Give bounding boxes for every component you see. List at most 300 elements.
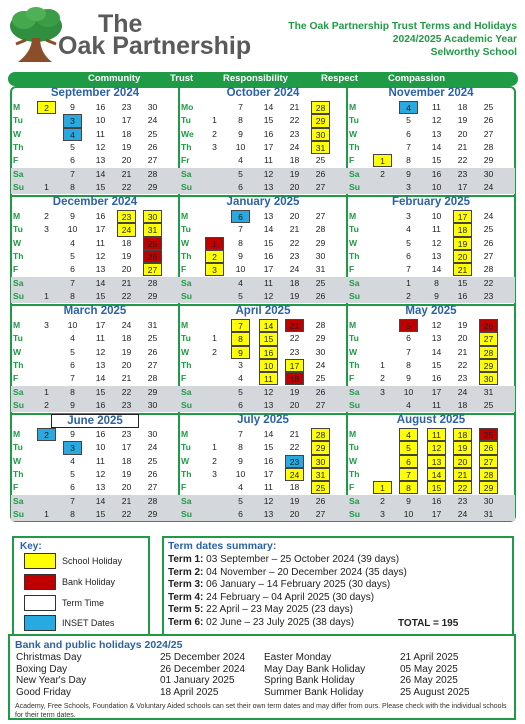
date-cell: 24 bbox=[121, 320, 132, 330]
term-dates: 03 September – 25 October 2024 (39 days) bbox=[203, 554, 400, 565]
day-label: Sa bbox=[349, 386, 360, 397]
date-cell: 29 bbox=[147, 508, 158, 519]
week-day-row bbox=[347, 277, 515, 290]
date-cell: 7 bbox=[70, 495, 75, 506]
date-cell: 28 bbox=[315, 320, 326, 330]
date-cell: 16 bbox=[263, 250, 274, 261]
date-cell: 13 bbox=[95, 155, 106, 166]
week-day-row bbox=[11, 481, 179, 494]
month-block bbox=[179, 87, 347, 196]
day-label: F bbox=[13, 155, 19, 166]
week-day-row bbox=[347, 481, 515, 494]
date-cell: 24 bbox=[117, 223, 136, 236]
date-cell: 21 bbox=[285, 319, 304, 332]
day-label: Th bbox=[13, 359, 24, 370]
date-cell: 17 bbox=[263, 141, 274, 152]
date-cell: 22 bbox=[121, 290, 132, 301]
date-cell: 30 bbox=[315, 346, 326, 357]
date-cell: 3 bbox=[380, 386, 385, 397]
date-cell: 27 bbox=[143, 263, 162, 276]
day-label: Mo bbox=[181, 102, 194, 112]
date-cell: 14 bbox=[95, 277, 106, 288]
date-cell: 28 bbox=[311, 101, 330, 114]
date-cell: 14 bbox=[95, 168, 106, 179]
date-cell: 16 bbox=[95, 102, 106, 112]
week-day-row bbox=[179, 290, 347, 303]
week-day-row bbox=[179, 168, 347, 181]
date-cell: 23 bbox=[285, 455, 304, 468]
date-cell: 2 bbox=[380, 495, 385, 506]
day-label: M bbox=[181, 320, 189, 330]
date-cell: 19 bbox=[121, 250, 132, 261]
week-day-row bbox=[179, 372, 347, 385]
date-cell: 22 bbox=[289, 333, 300, 344]
day-label: Su bbox=[13, 290, 24, 301]
key-title: Key: bbox=[20, 541, 42, 552]
date-cell: 12 bbox=[431, 115, 442, 126]
day-label: F bbox=[349, 155, 355, 166]
date-cell: 23 bbox=[117, 210, 136, 223]
month-title: March 2025 bbox=[63, 305, 127, 317]
week-day-row bbox=[179, 428, 347, 441]
day-label: M bbox=[349, 429, 357, 439]
day-label: Sa bbox=[181, 386, 192, 397]
month-title: January 2025 bbox=[226, 196, 300, 208]
date-cell: 30 bbox=[147, 102, 158, 112]
date-cell: 4 bbox=[238, 373, 243, 384]
week-day-row bbox=[347, 346, 515, 359]
week-day-row bbox=[179, 346, 347, 359]
week-day-row bbox=[179, 101, 347, 114]
day-label: Tu bbox=[181, 333, 191, 344]
day-label: Su bbox=[181, 181, 192, 192]
date-cell: 13 bbox=[263, 181, 274, 192]
date-cell: 3 bbox=[63, 441, 82, 454]
month-block bbox=[347, 414, 515, 523]
day-label: W bbox=[349, 455, 358, 466]
date-cell: 9 bbox=[231, 346, 250, 359]
date-cell: 3 bbox=[212, 468, 217, 479]
day-label: M bbox=[349, 320, 357, 330]
day-label: Th bbox=[181, 141, 192, 152]
date-cell: 7 bbox=[238, 429, 243, 439]
day-label: F bbox=[13, 264, 19, 275]
date-cell: 23 bbox=[457, 373, 468, 384]
term-dates: 22 April – 23 May 2025 (23 days) bbox=[203, 604, 353, 615]
week-day-row bbox=[179, 237, 347, 250]
day-label: Sa bbox=[13, 495, 24, 506]
date-cell: 2 bbox=[212, 128, 217, 139]
key-label-school-holiday: School Holiday bbox=[62, 556, 123, 566]
header-line-3: Selworthy School bbox=[430, 47, 517, 58]
date-cell: 28 bbox=[479, 346, 498, 359]
month-block bbox=[179, 414, 347, 523]
bank-holiday-name: Spring Bank Holiday bbox=[264, 675, 355, 686]
week-day-row bbox=[347, 468, 515, 481]
date-cell: 23 bbox=[289, 128, 300, 139]
week-day-row bbox=[347, 223, 515, 236]
date-cell: 11 bbox=[259, 372, 278, 385]
date-cell: 3 bbox=[205, 263, 224, 276]
date-cell: 6 bbox=[70, 359, 75, 370]
date-cell: 11 bbox=[432, 399, 441, 410]
day-label: M bbox=[181, 211, 189, 221]
date-cell: 31 bbox=[311, 141, 330, 154]
date-cell: 25 bbox=[479, 428, 498, 441]
date-cell: 12 bbox=[95, 346, 106, 357]
date-cell: 31 bbox=[311, 468, 330, 481]
date-cell: 19 bbox=[121, 468, 132, 479]
date-cell: 4 bbox=[70, 237, 75, 248]
day-label: Tu bbox=[181, 442, 191, 453]
term-name: Term 6: bbox=[168, 616, 204, 628]
bank-holiday-date: 26 December 2024 bbox=[160, 663, 246, 675]
date-cell: 30 bbox=[311, 128, 330, 141]
date-cell: 15 bbox=[427, 481, 446, 494]
date-cell: 25 bbox=[147, 128, 158, 139]
week-day-row bbox=[179, 386, 347, 399]
date-cell: 13 bbox=[431, 250, 442, 261]
day-label: Tu bbox=[13, 224, 23, 235]
date-cell: 5 bbox=[70, 250, 75, 261]
date-cell: 4 bbox=[238, 155, 243, 166]
month-title: May 2025 bbox=[405, 305, 457, 317]
week-day-row bbox=[179, 181, 347, 194]
date-cell: 1 bbox=[44, 290, 49, 301]
date-cell: 22 bbox=[121, 508, 132, 519]
date-cell: 3 bbox=[212, 141, 217, 152]
date-cell: 14 bbox=[263, 102, 274, 112]
date-cell: 14 bbox=[95, 495, 106, 506]
date-cell: 10 bbox=[403, 386, 414, 397]
date-cell: 18 bbox=[121, 128, 132, 139]
day-label: Sa bbox=[349, 277, 360, 288]
date-cell: 8 bbox=[231, 332, 250, 345]
date-cell: 9 bbox=[70, 211, 75, 221]
date-cell: 24 bbox=[457, 508, 468, 519]
date-cell: 26 bbox=[143, 250, 162, 263]
day-label: Th bbox=[349, 468, 360, 479]
date-cell: 15 bbox=[95, 290, 106, 301]
day-label: Tu bbox=[13, 115, 23, 126]
date-cell: 2 bbox=[37, 101, 56, 114]
week-day-row bbox=[11, 290, 179, 303]
day-label: Th bbox=[13, 250, 24, 261]
date-cell: 12 bbox=[95, 141, 106, 152]
month-block bbox=[179, 196, 347, 305]
tree-icon bbox=[10, 7, 62, 62]
date-cell: 8 bbox=[406, 155, 411, 166]
date-cell: 14 bbox=[263, 224, 274, 235]
week-day-row bbox=[347, 455, 515, 468]
month-title: June 2025 bbox=[51, 414, 139, 428]
day-label: Th bbox=[181, 250, 192, 261]
footnote: Academy, Free Schools, Foundation & Voluntary Aided schools can set their own term dates and may differ from ours. Please check with the individual schools for their term dates. bbox=[15, 703, 507, 719]
week-day-row bbox=[347, 210, 515, 223]
date-cell: 7 bbox=[406, 346, 411, 357]
date-cell: 28 bbox=[147, 168, 158, 179]
day-label: Th bbox=[349, 250, 360, 261]
date-cell: 22 bbox=[457, 359, 468, 370]
day-label: Su bbox=[349, 290, 360, 301]
swatch-inset bbox=[24, 615, 56, 631]
day-label: F bbox=[13, 373, 19, 384]
date-cell: 5 bbox=[238, 290, 243, 301]
date-cell: 27 bbox=[315, 181, 326, 192]
week-day-row bbox=[11, 128, 179, 141]
header-titles bbox=[288, 20, 517, 59]
date-cell: 18 bbox=[457, 102, 468, 112]
week-day-row bbox=[11, 154, 179, 167]
day-label: W bbox=[13, 346, 22, 357]
term-summary-panel bbox=[162, 536, 514, 636]
date-cell: 7 bbox=[406, 141, 411, 152]
date-cell: 24 bbox=[315, 359, 326, 370]
date-cell: 5 bbox=[406, 115, 411, 126]
date-cell: 22 bbox=[121, 181, 132, 192]
date-cell: 1 bbox=[212, 333, 217, 344]
date-cell: 5 bbox=[70, 468, 75, 479]
date-cell: 24 bbox=[289, 264, 300, 275]
day-label: M bbox=[13, 320, 21, 330]
date-cell: 16 bbox=[95, 429, 106, 439]
week-day-row bbox=[347, 441, 515, 454]
date-cell: 29 bbox=[315, 237, 326, 248]
date-cell: 9 bbox=[70, 399, 75, 410]
date-cell: 24 bbox=[483, 211, 494, 221]
week-day-row bbox=[11, 455, 179, 468]
date-cell: 28 bbox=[483, 264, 494, 275]
date-cell: 18 bbox=[289, 155, 300, 166]
date-cell: 22 bbox=[121, 386, 132, 397]
value-responsibility: Responsibility bbox=[223, 73, 288, 84]
date-cell: 21 bbox=[289, 429, 300, 439]
date-cell: 17 bbox=[453, 210, 472, 223]
date-cell: 23 bbox=[121, 429, 132, 439]
date-cell: 6 bbox=[70, 155, 75, 166]
date-cell: 16 bbox=[259, 346, 278, 359]
date-cell: 9 bbox=[434, 290, 439, 301]
header-line-1: The Oak Partnership Trust Terms and Holidays bbox=[288, 21, 517, 32]
date-cell: 2 bbox=[406, 290, 411, 301]
month-block bbox=[347, 305, 515, 414]
date-cell: 31 bbox=[483, 386, 494, 397]
date-cell: 13 bbox=[95, 264, 106, 275]
day-label: Sa bbox=[13, 277, 24, 288]
day-label: Tu bbox=[349, 115, 359, 126]
week-day-row bbox=[11, 359, 179, 372]
date-cell: 3 bbox=[380, 508, 385, 519]
month-block bbox=[347, 87, 515, 196]
date-cell: 9 bbox=[406, 168, 411, 179]
month-block bbox=[347, 196, 515, 305]
date-cell: 6 bbox=[406, 250, 411, 261]
bank-holiday-date: 25 December 2024 bbox=[160, 652, 246, 663]
date-cell: 15 bbox=[263, 442, 274, 453]
date-cell: 29 bbox=[311, 441, 330, 454]
week-day-row bbox=[347, 101, 515, 114]
week-day-row bbox=[11, 386, 179, 399]
date-cell: 8 bbox=[70, 508, 75, 519]
date-cell: 8 bbox=[70, 386, 75, 397]
date-cell: 20 bbox=[289, 399, 300, 410]
month-title: December 2024 bbox=[52, 196, 138, 208]
day-label: W bbox=[349, 128, 358, 139]
date-cell: 5 bbox=[406, 237, 411, 248]
date-cell: 5 bbox=[238, 168, 243, 179]
day-label: M bbox=[13, 102, 21, 112]
date-cell: 4 bbox=[399, 101, 418, 114]
day-label: Su bbox=[13, 399, 24, 410]
date-cell: 9 bbox=[238, 250, 243, 261]
date-cell: 10 bbox=[67, 320, 78, 330]
week-day-row bbox=[11, 277, 179, 290]
month-block bbox=[11, 196, 179, 305]
date-cell: 2 bbox=[37, 428, 56, 441]
date-cell: 25 bbox=[483, 102, 494, 112]
date-cell: 2 bbox=[44, 399, 49, 410]
term-row bbox=[168, 579, 390, 590]
date-cell: 29 bbox=[479, 481, 498, 494]
date-cell: 6 bbox=[70, 482, 75, 493]
date-cell: 3 bbox=[44, 224, 49, 235]
day-label: Sa bbox=[181, 168, 192, 179]
date-cell: 8 bbox=[434, 277, 439, 288]
date-cell: 4 bbox=[238, 277, 243, 288]
week-day-row bbox=[347, 399, 515, 412]
calendar-grid bbox=[10, 86, 516, 522]
date-cell: 13 bbox=[263, 508, 274, 519]
date-cell: 17 bbox=[121, 442, 132, 453]
day-label: Tu bbox=[13, 333, 23, 344]
date-cell: 20 bbox=[121, 359, 132, 370]
date-cell: 8 bbox=[238, 115, 243, 126]
date-cell: 23 bbox=[121, 399, 132, 410]
week-day-row bbox=[11, 250, 179, 263]
date-cell: 26 bbox=[483, 115, 494, 126]
date-cell: 6 bbox=[238, 399, 243, 410]
value-community: Community bbox=[88, 73, 141, 84]
date-cell: 10 bbox=[235, 141, 246, 152]
date-cell: 13 bbox=[263, 211, 274, 221]
date-cell: 30 bbox=[143, 210, 162, 223]
day-label: Tu bbox=[349, 442, 359, 453]
day-label: W bbox=[181, 346, 190, 357]
month-title: November 2024 bbox=[388, 87, 474, 99]
date-cell: 20 bbox=[453, 455, 472, 468]
date-cell: 19 bbox=[457, 320, 468, 330]
date-cell: 3 bbox=[406, 211, 411, 221]
date-cell: 20 bbox=[289, 508, 300, 519]
bank-holiday-name: New Year's Day bbox=[16, 675, 87, 686]
value-respect: Respect bbox=[321, 73, 358, 84]
week-day-row bbox=[347, 319, 515, 332]
date-cell: 12 bbox=[263, 290, 274, 301]
day-label: Th bbox=[13, 468, 24, 479]
date-cell: 8 bbox=[406, 359, 411, 370]
date-cell: 10 bbox=[259, 359, 278, 372]
date-cell: 24 bbox=[147, 442, 158, 453]
week-day-row bbox=[11, 168, 179, 181]
date-cell: 9 bbox=[238, 128, 243, 139]
bank-title: Bank and public holidays 2024/25 bbox=[15, 639, 183, 651]
date-cell: 23 bbox=[483, 290, 494, 301]
date-cell: 7 bbox=[238, 102, 243, 112]
date-cell: 1 bbox=[205, 237, 224, 250]
date-cell: 8 bbox=[238, 237, 243, 248]
date-cell: 21 bbox=[289, 102, 300, 112]
week-day-row bbox=[179, 250, 347, 263]
day-label: Tu bbox=[181, 224, 191, 235]
term-dates: 24 February – 04 April 2025 (30 days) bbox=[203, 591, 375, 603]
date-cell: 25 bbox=[483, 399, 494, 410]
date-cell: 10 bbox=[235, 264, 246, 275]
date-cell: 21 bbox=[121, 495, 132, 506]
day-label: Th bbox=[181, 468, 192, 479]
week-day-row bbox=[347, 250, 515, 263]
date-cell: 17 bbox=[431, 386, 442, 397]
date-cell: 12 bbox=[431, 320, 442, 330]
bank-holiday-name: Good Friday bbox=[16, 686, 72, 698]
date-cell: 11 bbox=[96, 333, 105, 344]
date-cell: 8 bbox=[399, 481, 418, 494]
date-cell: 4 bbox=[238, 482, 243, 493]
brand-the: The bbox=[98, 10, 143, 38]
date-cell: 10 bbox=[67, 224, 78, 235]
date-cell: 27 bbox=[479, 332, 498, 345]
key-label-bank-holiday: Bank Holiday bbox=[62, 577, 116, 587]
date-cell: 28 bbox=[311, 428, 330, 441]
date-cell: 24 bbox=[483, 181, 494, 192]
week-day-row bbox=[179, 141, 347, 154]
date-cell: 7 bbox=[238, 224, 243, 235]
date-cell: 27 bbox=[315, 211, 326, 221]
date-cell: 30 bbox=[147, 429, 158, 439]
date-cell: 22 bbox=[483, 277, 494, 288]
date-cell: 14 bbox=[263, 429, 274, 439]
date-cell: 5 bbox=[238, 386, 243, 397]
date-cell: 6 bbox=[399, 455, 418, 468]
day-label: M bbox=[13, 211, 21, 221]
date-cell: 1 bbox=[44, 508, 49, 519]
date-cell: 26 bbox=[479, 441, 498, 454]
term-name: Term 3: bbox=[168, 579, 204, 590]
date-cell: 8 bbox=[238, 442, 243, 453]
date-cell: 7 bbox=[399, 468, 418, 481]
date-cell: 23 bbox=[457, 495, 468, 506]
week-day-row bbox=[179, 114, 347, 127]
date-cell: 1 bbox=[212, 442, 217, 453]
term-dates: 06 January – 14 February 2025 (30 days) bbox=[203, 579, 391, 590]
date-cell: 19 bbox=[453, 237, 472, 250]
date-cell: 4 bbox=[63, 128, 82, 141]
date-cell: 27 bbox=[479, 455, 498, 468]
date-cell: 29 bbox=[311, 114, 330, 127]
day-label: Tu bbox=[13, 442, 23, 453]
date-cell: 6 bbox=[231, 210, 250, 223]
date-cell: 30 bbox=[483, 168, 494, 179]
date-cell: 28 bbox=[147, 277, 158, 288]
day-label: Su bbox=[181, 399, 192, 410]
date-cell: 21 bbox=[121, 277, 132, 288]
date-cell: 1 bbox=[44, 386, 49, 397]
date-cell: 29 bbox=[147, 181, 158, 192]
day-label: Su bbox=[13, 181, 24, 192]
week-day-row bbox=[347, 372, 515, 385]
day-label: Th bbox=[13, 141, 24, 152]
date-cell: 6 bbox=[406, 333, 411, 344]
month-block bbox=[179, 305, 347, 414]
